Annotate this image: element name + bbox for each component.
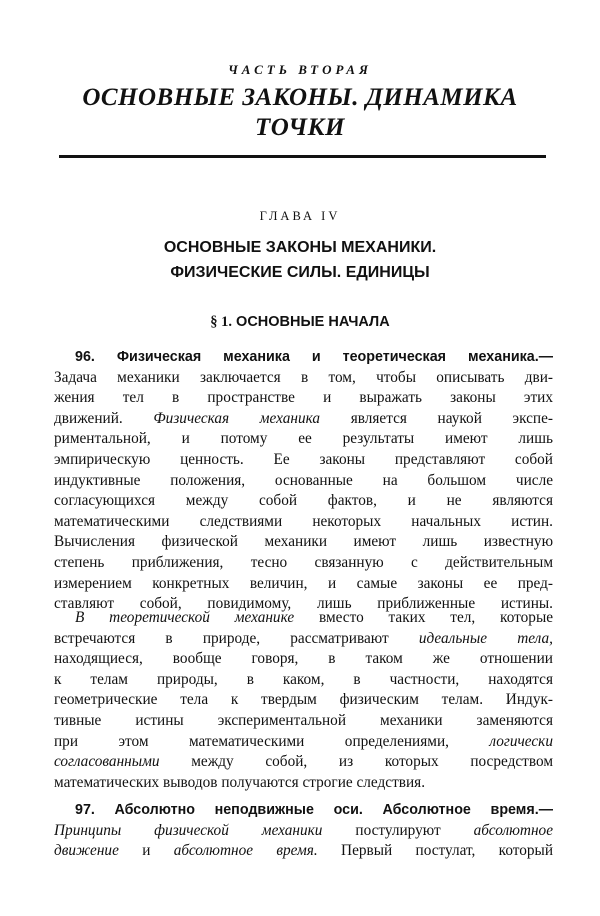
text-line: степень приближения, тесно связанную с действительным [54, 553, 553, 571]
text-line [54, 800, 553, 821]
text-line: ставляют собой, повидимому, лишь приближенные истины. [54, 595, 553, 613]
text-line: согласующихся между собой фактов, и не являются [54, 492, 553, 510]
italic-term: абсолютное время. [173, 842, 318, 860]
part-label: ЧАСТЬ ВТОРАЯ [228, 62, 372, 77]
italic-term: В теоретической механике [75, 609, 295, 626]
text-line: измерением конкретных величин, и самые законы ее пред- [54, 574, 553, 592]
italic-term: движение [54, 842, 119, 860]
text-line: к телам природы, в каком, в частности, находятся [54, 670, 553, 688]
text-run: вместо таких тел, которые [318, 609, 553, 626]
section-number: § 1. [210, 314, 233, 330]
text-run: и [142, 842, 151, 860]
part-title [0, 83, 600, 143]
text-line: математическими следствиями некоторых начальных истин. [54, 512, 553, 530]
chapter-title-line: ОСНОВНЫЕ ЗАКОНЫ МЕХАНИКИ. [163, 239, 437, 256]
italic-term: абсолютное [473, 821, 553, 839]
text-line: риментальной, и потому ее результаты имеют лишь [54, 430, 553, 448]
text-line: Задача механики заключается в том, чтобы описывать дви- [54, 368, 553, 386]
italic-term: идеальные тела, [418, 629, 553, 647]
text-line [54, 629, 553, 650]
paragraph-heading: 97. Абсолютно неподвижные оси. Абсолютное время.— [75, 802, 553, 818]
italic-term: логически [489, 732, 553, 750]
text-line: жения тел в пространстве и выражать законы этих [54, 389, 553, 407]
part-title-line: ОСНОВНЫЕ ЗАКОНЫ. ДИНАМИКА [82, 84, 518, 111]
text-run: является наукой экспе- [350, 409, 553, 427]
text-line: индуктивные положения, основанные на большом числе [54, 471, 553, 489]
chapter-title [0, 235, 600, 285]
text-line: Вычисления физической механики имеют лишь известную [54, 533, 553, 551]
italic-term: Физическая механика [153, 409, 321, 427]
text-line: находящиеся, вообще говоря, в таком же отношении [54, 650, 553, 668]
text-line [54, 821, 553, 842]
paragraph-96 [54, 347, 553, 615]
text-run: между собой, из которых посредством [191, 753, 553, 771]
title-divider-rule [59, 155, 546, 158]
text-run: постулируют [355, 821, 441, 839]
italic-term: Принципы физической механики [54, 821, 323, 839]
italic-term: согласованными [54, 753, 160, 771]
part-title-line: ТОЧКИ [255, 114, 345, 141]
chapter-title-line: ФИЗИЧЕСКИЕ СИЛЫ. ЕДИНИЦЫ [170, 264, 430, 281]
text-line: тивные истины экспериментальной механики заменяются [54, 711, 553, 729]
paragraph-heading: 96. Физическая механика и теоретическая механика.— [75, 349, 553, 365]
chapter-label: ГЛАВА IV [259, 209, 341, 223]
text-line [54, 732, 553, 753]
text-line: геометрические тела к твердым физическим телам. Индук- [54, 691, 553, 709]
paragraph-96-continued [54, 608, 553, 793]
text-run: Первый постулат, который [341, 842, 553, 860]
section-title-text: ОСНОВНЫЕ НАЧАЛА [236, 314, 390, 330]
text-run: движений. [54, 409, 123, 427]
text-line [54, 841, 553, 862]
text-line: эмпирическую ценность. Ее законы представляют собой [54, 450, 553, 468]
text-run: при этом математическими определениями, [54, 732, 449, 750]
text-run: встречаются в природе, рассматривают [54, 629, 389, 647]
paragraph-97 [54, 800, 553, 862]
text-line [54, 347, 553, 368]
text-line [54, 409, 553, 430]
text-line: математических выводов получаются строгие следствия. [54, 773, 426, 791]
text-line [54, 608, 553, 629]
text-line [54, 752, 553, 773]
section-title [0, 314, 600, 331]
